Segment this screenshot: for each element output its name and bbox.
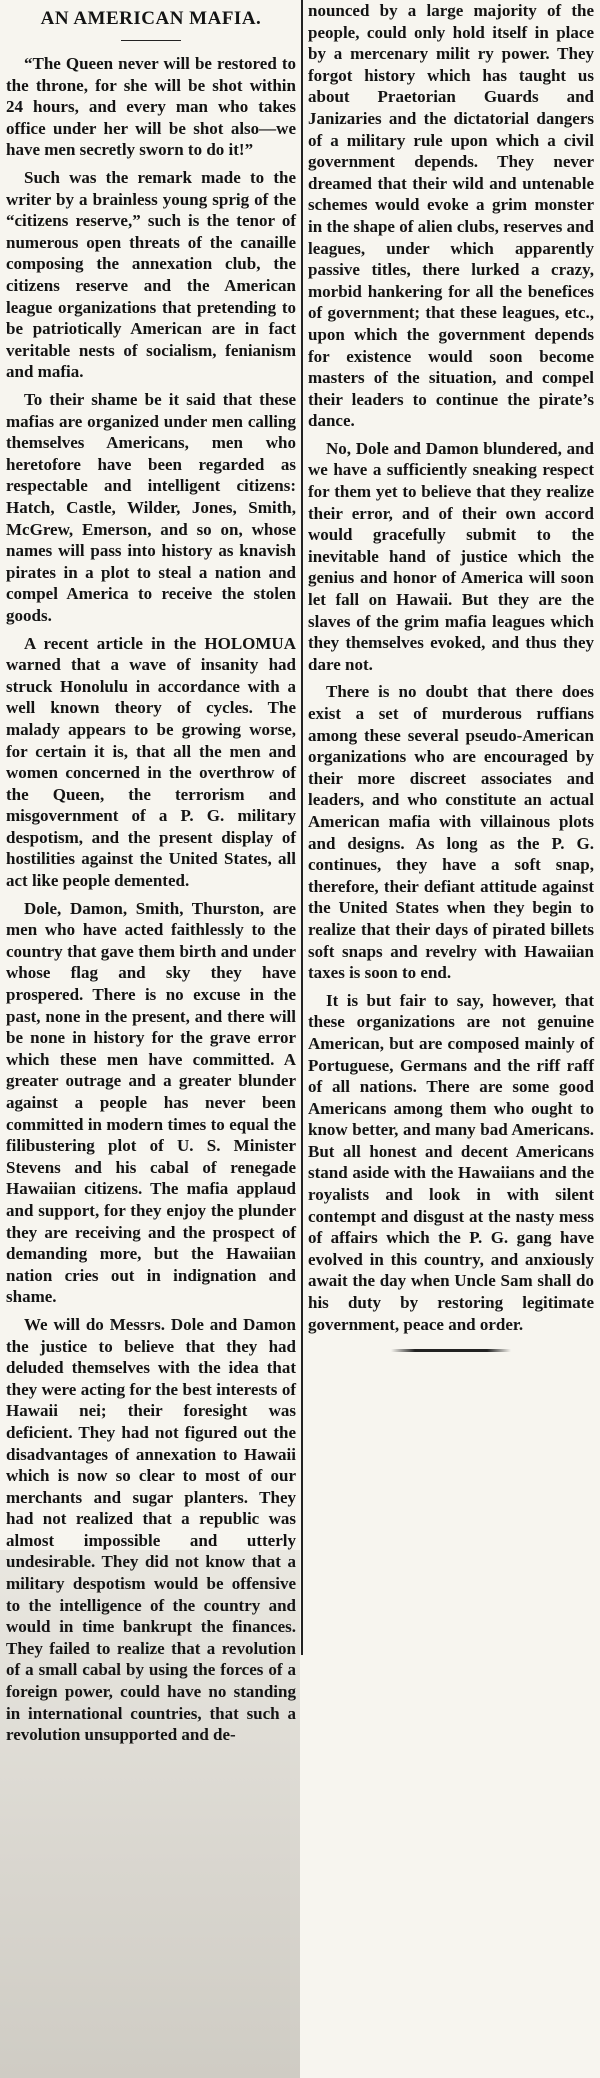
- paragraph-justice: We will do Messrs. Dole and Damon the justice to believe that they had deluded themselves with the idea that they were acting for the best interests of Hawaii nei; their foresight was deficient. They had not figured out the disadvantages of annexation to Hawaii which is now so clear to most of our merchants and sugar planters. They had not realized that a republic was almost impossible and utterly undesirable. They did not know that a military despotism would be offensive to the intelligence of the country and would in time bankrupt the finances. They failed to realize that a revolution of a small cabal by using the forces of a foreign power, could have no standing in international countries, that such a revolution unsupported and de-: [6, 1314, 296, 1745]
- left-column: [6, 0, 296, 1746]
- article-headline: AN AMERICAN MAFIA.: [40, 8, 262, 29]
- paragraph-insanity: A recent article in the HOLOMUA warned that a wave of insanity had struck Honolulu in accordance with a well known theory of cycles. The malady appears to be growing worse, for certain it is, that all the men and women concerned in the overthrow of the Queen, the terrorism and misgovernment of a P. G. military despotism, and the present display of hostilities against the United States, all act like people demented.: [6, 633, 296, 891]
- paragraph-fair-to-say: It is but fair to say, however, that these organizations are not genuine American, but are composed mainly of Portuguese, Germans and the riff raff of all nations. There are some good Americans among them who ought to know better, and many bad Americans. But all honest and decent Americans stand aside with the Hawaiians and the royalists and look in with silent contempt and disgust at the nasty mess of affairs which the P. G. gang have evolved in this country, and anxiously await the day when Uncle Sam shall do his duty by restoring legitimate government, peace and order.: [308, 990, 594, 1334]
- paragraph-ruffians: There is no doubt that there does exist a set of murderous ruffians among these several pseudo-American organizations who are encouraged by their more discreet associates and leaders, and who constitute an actual American mafia with villainous plots and designs. As long as the P. G. continues, they have a soft snap, therefore, their defiant attitude against the United States when they begin to realize that their days of pirated billets soft snaps and revelry with Hawaiian taxes is soon to end.: [308, 682, 594, 983]
- paragraph-quote: “The Queen never will be restored to the throne, for she will be shot within 24 hours, and every man who takes office under her will be shot also—we have men secretly sworn to do it!”: [6, 54, 296, 160]
- paragraph-dole-damon: Dole, Damon, Smith, Thurston, are men who have acted faithlessly to the country that gave them birth and under whose flag and sky they have prospered. There is no excuse in the past, none in the present, and there will be none in history for the grave error which these men have committed. A greater outrage and a greater blunder against a people has never been committed in modern times to equal the filibustering plot of U. S. Minister Stevens and his cabal of renegade Hawaiian citizens. The mafia applaud and support, for they enjoy the plunder they are receiving and the prospect of demanding more, but the Hawaiian nation cries out in indignation and shame.: [6, 898, 296, 1307]
- paragraph-citizens-reserve: Such was the remark made to the writer by a brainless young sprig of the “citizens reserve,” such is the tenor of numerous open threats of the canaille composing the annexation club, the citizens reserve and the American league organizations that pretending to be patriotically American are in fact veritable nests of socialism, fenianism and mafia.: [6, 168, 296, 382]
- column-divider: [301, 0, 303, 1655]
- headline-rule: [121, 40, 181, 42]
- paragraph-continued: nounced by a large majority of the people, could only hold itself in place by a mercenary milit ry power. They forgot history which has taught us about Praetorian Guards and Janizaries and the dictatorial dangers of a military rule upon which a civil government depends. They never dreamed that their wild and untenable schemes would evoke a grim monster in the shape of alien clubs, reserves and leagues, under which apparently passive titles, there lurked a crazy, morbid hankering for all the benefices of government; that these leagues, etc., upon which the government depends for existence would soon become masters of the situation, and compel their leaders to continue the pirate’s dance.: [308, 1, 594, 431]
- paragraph-shame: To their shame be it said that these mafias are organized under men calling themselves Americans, men who heretofore have been regarded as respectable and intelligent citizens: Hatch, Castle, Wilder, Jones, Smith, McGrew, Emerson, and so on, whose names will pass into history as knavish pirates in a plot to steal a nation and compel America to receive the stolen goods.: [6, 390, 296, 625]
- right-column: [308, 0, 594, 1352]
- paragraph-blundered: No, Dole and Damon blundered, and we have a sufficiently sneaking respect for them yet to believe that they realize their error, and of their own accord would gracefully submit to the inevitable hand of justice which the genius and honor of America will soon let fall on Hawaii. But they are the slaves of the grim mafia leagues which they themselves evoked, and thus they dare not.: [308, 438, 594, 674]
- article-end-rule: [391, 1349, 511, 1352]
